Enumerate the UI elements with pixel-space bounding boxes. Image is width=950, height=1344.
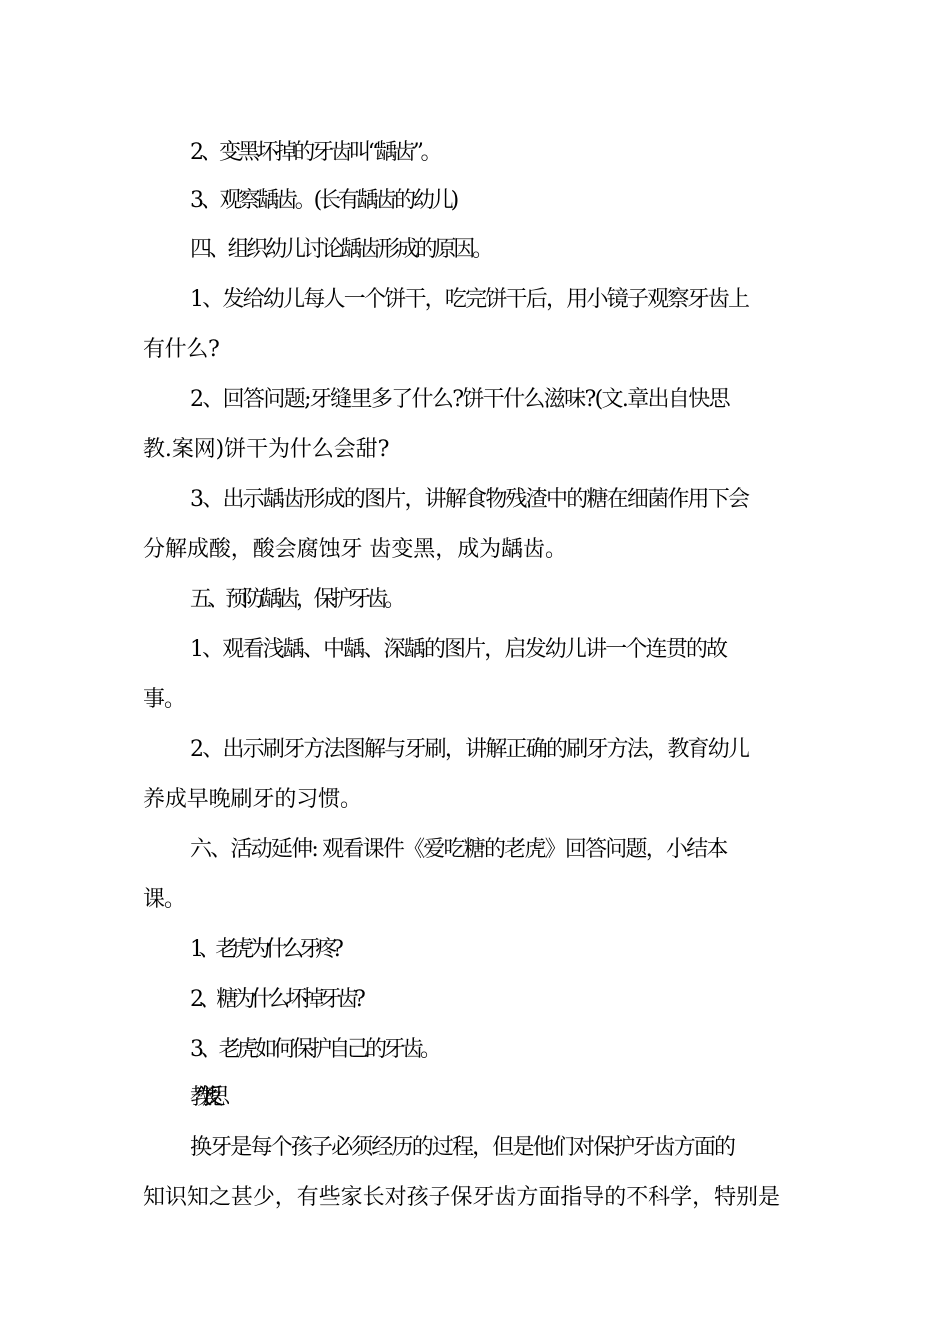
text-line: 知识知之甚少，有些家长对孩子保牙齿方面指导的不科学，特别是 — [143, 1185, 780, 1210]
text-line: 2、出示刷牙方法图解与牙刷，讲解正确的刷牙方法，教育幼儿 — [190, 737, 749, 762]
text-line: 2、回答问题;牙缝里多了什么?饼干什么滋味?(文.章出自快思 — [190, 387, 729, 412]
text-line: 教.案网)饼干为什么会甜? — [143, 437, 390, 462]
text-line: 分解成酸，酸会腐蚀牙 齿变黑，成为龋齿。 — [143, 537, 567, 562]
section-heading: 教学反思 — [190, 1085, 215, 1110]
section-heading: 六、活动延伸: 观看课件《爱吃糖的老虎》回答问题，小结本 — [190, 837, 727, 862]
text-line: 2、变黑坏掉的牙齿叫“龋齿”。 — [190, 140, 440, 165]
section-heading: 五、预防龋齿，保护牙齿。 — [190, 587, 402, 612]
text-line: 课。 — [143, 887, 186, 912]
text-line: 3、出示龋齿形成的图片，讲解食物残渣中的糖在细菌作用下会 — [190, 487, 749, 512]
text-line: 1、观看浅龋、中龋、深龋的图片，启发幼儿讲一个连贯的故 — [190, 637, 727, 662]
text-line: 换牙是每个孩子必须经历的过程，但是他们对保护牙齿方面的 — [190, 1135, 735, 1160]
text-line: 1、老虎为什么牙疼? — [190, 937, 339, 962]
text-line: 有什么? — [143, 337, 220, 362]
text-line: 1、发给幼儿每人一个饼干，吃完饼干后，用小镜子观察牙齿上 — [190, 287, 749, 312]
text-line: 3、老虎如何保护自己的牙齿。 — [190, 1037, 439, 1062]
text-line: 3、观察龋齿。(长有龋齿的幼儿) — [190, 188, 456, 213]
text-line: 2、糖为什么坏掉牙齿? — [190, 987, 361, 1012]
text-line: 养成早晚刷牙的习惯。 — [143, 787, 362, 812]
section-heading: 四、组织幼儿讨论龋齿形成的原因。 — [190, 237, 491, 262]
text-line: 事。 — [143, 687, 186, 712]
